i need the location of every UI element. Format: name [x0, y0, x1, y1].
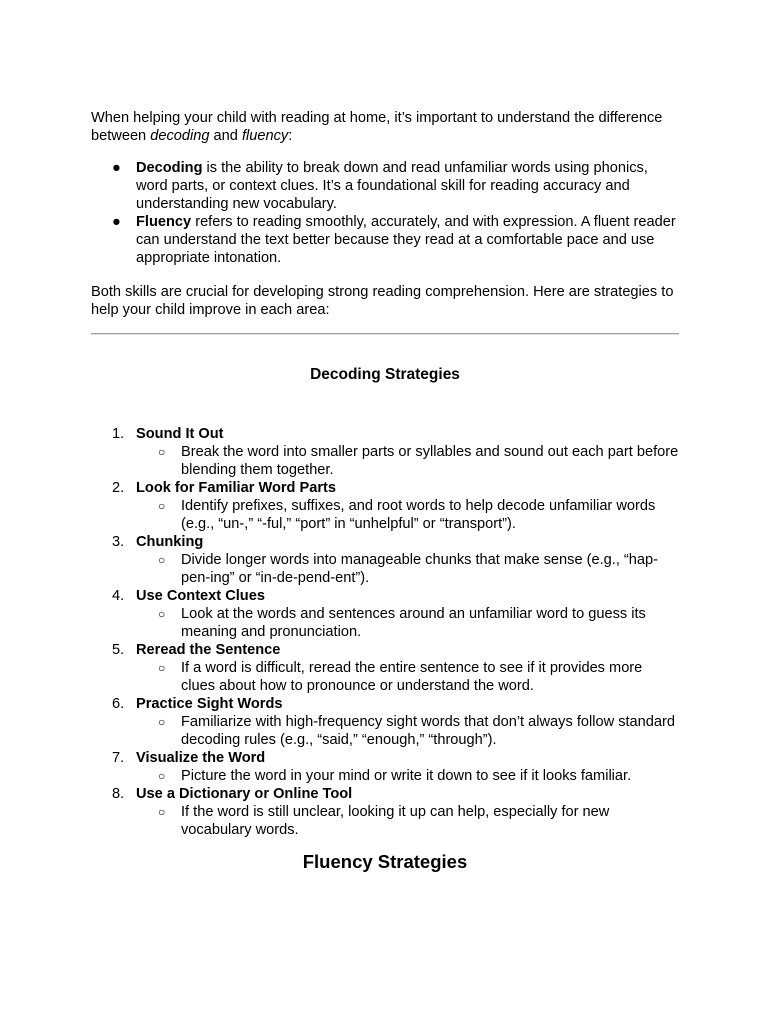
strategy-number: 1.: [112, 426, 125, 442]
strategy-title: Look for Familiar Word Parts: [136, 480, 337, 496]
hollow-bullet-icon: ○: [158, 553, 166, 567]
both-skills-paragraph: Both skills are crucial for developing strong reading comprehension. Here are strategies to help your child improve in each area:: [91, 284, 674, 318]
intro-paragraph: [91, 109, 679, 145]
strategy-title: Use a Dictionary or Online Tool: [136, 786, 353, 802]
intro-text-before: When helping your child with reading at home, it’s important to understand the difference between: [91, 110, 663, 144]
strategy-number: 6.: [112, 696, 125, 712]
strategy-item: [91, 695, 679, 749]
intro-text-end: :: [288, 128, 293, 144]
hollow-bullet-icon: ○: [158, 769, 166, 783]
strategy-title: Sound It Out: [136, 426, 224, 442]
strategy-detail: [136, 497, 679, 533]
definition-text: refers to reading smoothly, accurately, and with expression. A fluent reader can understand the text better because they read at a comfortable pace and use appropriate intonation.: [136, 214, 676, 266]
hollow-bullet-icon: ○: [158, 499, 166, 513]
strategy-detail-text: Picture the word in your mind or write it down to see if it looks familiar.: [181, 768, 632, 784]
strategy-number: 2.: [112, 480, 125, 496]
hollow-bullet-icon: ○: [158, 607, 166, 621]
fluency-strategies-heading: Fluency Strategies: [302, 851, 468, 872]
strategy-detail: [136, 659, 679, 695]
strategy-detail: [136, 605, 679, 641]
strategy-detail-text: Familiarize with high-frequency sight words that don’t always follow standard decoding rules (e.g., “said,” “enough,” “through”).: [181, 714, 675, 748]
strategy-item: [91, 425, 679, 479]
bullet-dot-icon: ●: [112, 214, 121, 230]
strategy-detail: [136, 767, 679, 785]
hollow-bullet-icon: ○: [158, 445, 166, 459]
strategy-detail-list: [136, 713, 679, 749]
strategy-detail-list: [136, 767, 679, 785]
strategy-title: Visualize the Word: [136, 750, 266, 766]
hollow-bullet-icon: ○: [158, 805, 166, 819]
decoding-strategies-list: [91, 425, 679, 839]
hollow-bullet-icon: ○: [158, 661, 166, 675]
strategy-number: 8.: [112, 786, 125, 802]
strategy-title: Reread the Sentence: [136, 642, 281, 658]
strategy-item: [91, 533, 679, 587]
strategy-detail-list: [136, 605, 679, 641]
strategy-detail-text: If a word is difficult, reread the entire sentence to see if it provides more clues about how to pronounce or understand the word.: [181, 660, 643, 694]
strategy-detail: [136, 713, 679, 749]
definition-text: is the ability to break down and read unfamiliar words using phonics, word parts, or context clues. It’s a foundational skill for reading accuracy and understanding new vocabulary.: [136, 160, 648, 212]
intro-term-fluency: fluency: [241, 128, 289, 144]
strategy-detail-text: If the word is still unclear, looking it up can help, especially for new vocabulary words.: [181, 804, 610, 838]
strategy-number: 4.: [112, 588, 125, 604]
intro-text-mid: and: [209, 128, 242, 144]
document-content: [91, 109, 679, 873]
strategy-item: [91, 749, 679, 785]
strategy-item: [91, 479, 679, 533]
strategy-number: 5.: [112, 642, 125, 658]
strategy-title: Use Context Clues: [136, 588, 265, 604]
strategy-detail-text: Break the word into smaller parts or syllables and sound out each part before blending them together.: [181, 444, 679, 478]
strategy-item: [91, 641, 679, 695]
strategy-detail-text: Look at the words and sentences around an unfamiliar word to guess its meaning and pronunciation.: [181, 606, 646, 640]
strategy-detail: [136, 803, 679, 839]
definition-list: [91, 159, 679, 267]
strategy-detail: [136, 551, 679, 587]
strategy-number: 3.: [112, 534, 125, 550]
hollow-bullet-icon: ○: [158, 715, 166, 729]
definition-term: Fluency: [136, 214, 192, 230]
strategy-title: Chunking: [136, 534, 204, 550]
strategy-detail-list: [136, 497, 679, 533]
intro-term-decoding: decoding: [150, 128, 210, 144]
horizontal-divider: [91, 333, 679, 335]
strategy-detail-text: Divide longer words into manageable chunks that make sense (e.g., “hap-pen-ing” or “in-de-pend-ent”).: [181, 552, 658, 586]
strategy-detail-list: [136, 659, 679, 695]
definition-term: Decoding: [136, 160, 203, 176]
strategy-detail-list: [136, 443, 679, 479]
strategy-item: [91, 587, 679, 641]
strategy-title: Practice Sight Words: [136, 696, 283, 712]
bullet-dot-icon: ●: [112, 160, 121, 176]
strategy-detail-list: [136, 803, 679, 839]
definition-item-decoding: [91, 159, 679, 213]
strategy-detail-list: [136, 551, 679, 587]
decoding-strategies-heading: Decoding Strategies: [310, 366, 460, 383]
strategy-detail: [136, 443, 679, 479]
strategy-item: [91, 785, 679, 839]
definition-item-fluency: [91, 213, 679, 267]
strategy-detail-text: Identify prefixes, suffixes, and root words to help decode unfamiliar words (e.g., “un-,” “-ful,” “port” in “unhelpful” or “transport”).: [181, 498, 656, 532]
strategy-number: 7.: [112, 750, 125, 766]
